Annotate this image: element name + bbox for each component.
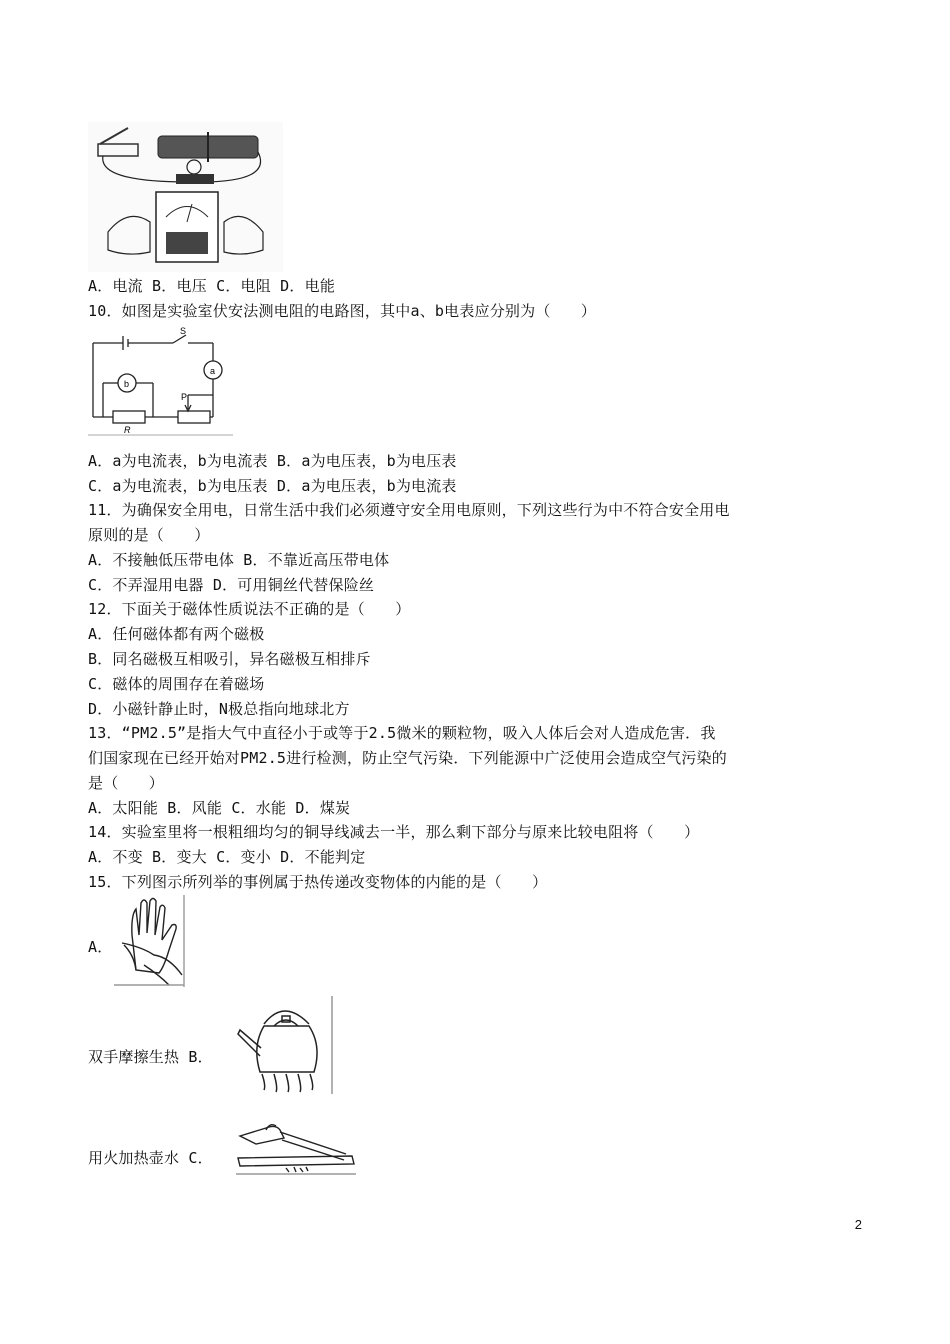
q10-option-line-1: A．a为电流表，b为电流表 B．a为电压表，b为电压表 [88, 452, 457, 470]
q15-option-c-figure [236, 1118, 356, 1176]
q10-stem: 10．如图是实验室伏安法测电阻的电路图，其中a、b电表应分别为（ ） [88, 302, 597, 320]
q10-option-line-2: C．a为电流表，b为电压表 D．a为电压表，b为电流表 [88, 477, 457, 495]
switch-label: S [180, 326, 187, 336]
q13-stem-line-1: 13．“PM2.5”是指大气中直径小于或等于2.5微米的颗粒物，吸入人体后会对人造成危害．我 [88, 724, 716, 742]
q15-option-c-prefix: 用火加热壶水 C． [88, 1149, 213, 1167]
q12-option-d: D．小磁针静止时，N极总指向地球北方 [88, 700, 350, 718]
q11-option-line-1: A．不接触低压带电体 B．不靠近高压带电体 [88, 551, 390, 569]
page-number: 2 [854, 1217, 862, 1232]
q10-circuit-diagram [88, 325, 233, 437]
q12-option-a: A．任何磁体都有两个磁极 [88, 625, 265, 643]
q13-stem-line-3: 是（ ） [88, 774, 165, 792]
q12-option-b: B．同名磁极互相吸引，异名磁极互相排斥 [88, 650, 371, 668]
q15-option-b-prefix: 双手摩擦生热 B． [88, 1048, 213, 1066]
q9-options: A．电流 B．电压 C．电阻 D．电能 [88, 277, 336, 295]
q15-option-a-figure [114, 895, 186, 987]
q11-stem-line-2: 原则的是（ ） [88, 526, 210, 544]
q13-options: A．太阳能 B．风能 C．水能 D．煤炭 [88, 799, 351, 817]
q15-stem: 15．下列图示所列举的事例属于热传递改变物体的内能的是（ ） [88, 873, 548, 891]
q11-stem-line-1: 11．为确保安全用电，日常生活中我们必须遵守安全用电原则，下列这些行为中不符合安全用电 [88, 501, 730, 519]
q11-option-line-2: C．不弄湿用电器 D．可用铜丝代替保险丝 [88, 576, 375, 594]
resistor-r-label: R [124, 425, 131, 435]
slider-p-label: P [181, 392, 188, 402]
q14-stem: 14．实验室里将一根粗细均匀的铜导线减去一半，那么剩下部分与原来比较电阻将（ ） [88, 823, 700, 841]
q12-stem: 12．下面关于磁体性质说法不正确的是（ ） [88, 600, 411, 618]
q9-apparatus-figure [88, 122, 283, 272]
q14-options: A．不变 B．变大 C．变小 D．不能判定 [88, 848, 366, 866]
q13-stem-line-2: 们国家现在已经开始对PM2.5进行检测，防止空气污染．下列能源中广泛使用会造成空气污染的 [88, 749, 727, 767]
q15-option-b-figure [234, 996, 336, 1094]
meter-b-label: b [124, 379, 130, 389]
meter-a-label: a [210, 366, 216, 376]
q15-option-a-prefix: A． [88, 938, 113, 956]
q12-option-c: C．磁体的周围存在着磁场 [88, 675, 265, 693]
